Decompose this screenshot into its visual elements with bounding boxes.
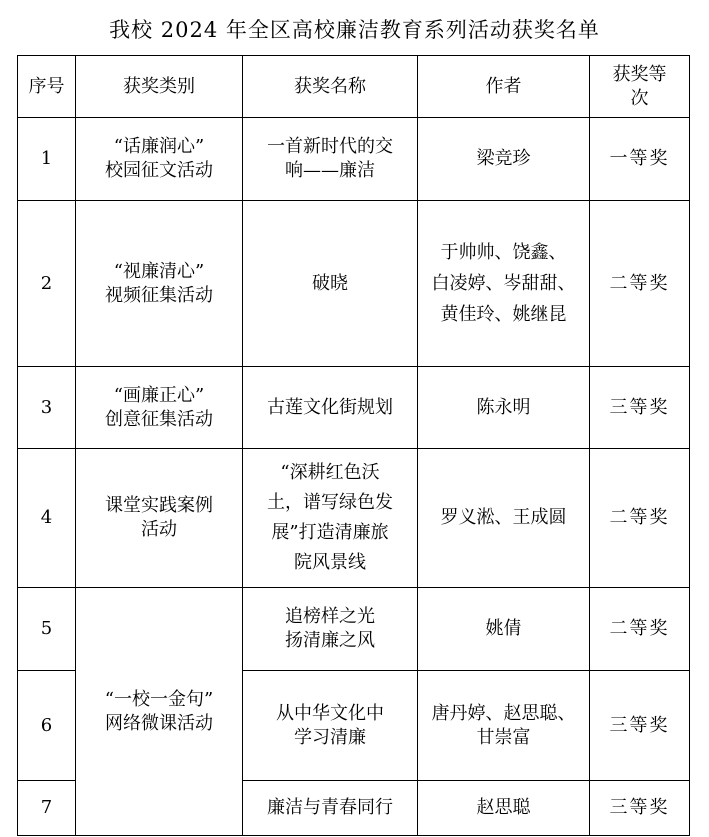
row-category [76,201,243,367]
row-category [76,588,243,836]
work-name-line: 破晓 [312,272,348,294]
author-line: 赵思聪 [476,797,531,818]
page-title: 我校 2024 年全区高校廉洁教育系列活动获奖名单 [109,18,600,42]
row-award: 二等奖 [590,588,690,671]
table-row [18,367,690,449]
category-line: 创意征集活动 [105,408,213,430]
author-line: 于帅帅、饶鑫、 [440,242,567,263]
row-award: 一等奖 [590,118,690,201]
header-award-line: 次 [630,87,649,109]
work-name-line: 土，谱写绿色发 [267,492,393,513]
row-work-name [243,118,418,201]
row-award: 三等奖 [590,671,690,781]
row-author [418,671,590,781]
header-award-line: 获奖等 [612,63,667,85]
work-name-line: 一首新时代的交 [267,136,393,157]
row-number: 2 [18,201,76,367]
work-name-line: 扬清廉之风 [285,630,375,651]
work-name-line: 展”打造清廉旅 [271,522,389,543]
header-name: 获奖名称 [243,56,418,118]
row-work-name [243,449,418,588]
category-line: 课堂实践案例 [105,495,213,516]
row-award: 二等奖 [590,449,690,588]
author-line: 黄佳玲、姚继昆 [440,304,567,325]
row-award: 三等奖 [590,367,690,449]
table-row [18,118,690,201]
row-award: 二等奖 [590,201,690,367]
row-number: 3 [18,367,76,449]
category-line: “一校一金句” [104,688,214,710]
work-name-line: 古莲文化街规划 [267,396,393,418]
header-award [590,56,690,118]
category-line: “视廉清心” [113,260,205,282]
row-number: 5 [18,588,76,671]
row-author [418,118,590,201]
row-work-name [243,781,418,836]
author-line: 姚倩 [485,618,522,639]
table-row [18,588,690,671]
category-line: 活动 [141,519,177,540]
category-line: 视频征集活动 [105,284,213,306]
work-name-line: 院风景线 [294,552,366,573]
awards-table [17,55,690,836]
work-name-line: 追榜样之光 [285,606,375,627]
table-row [18,201,690,367]
row-work-name [243,201,418,367]
work-name-line: 从中华文化中 [276,702,384,724]
author-line: 唐丹婷、赵思聪、 [431,702,576,724]
category-line: “画廉正心” [113,384,205,406]
author-line: 甘崇富 [476,726,531,748]
table-row [18,449,690,588]
row-author [418,367,590,449]
row-author [418,588,590,671]
row-number: 7 [18,781,76,836]
category-line: 校园征文活动 [105,160,213,181]
row-work-name [243,588,418,671]
header-number: 序号 [18,56,76,118]
row-number: 4 [18,449,76,588]
row-category [76,367,243,449]
row-award: 三等奖 [590,781,690,836]
work-name-line: 学习清廉 [294,726,366,748]
table-header-row [18,56,690,118]
work-name-line: “深耕红色沃 [280,462,380,483]
category-line: 网络微课活动 [105,712,213,734]
row-author [418,201,590,367]
row-author [418,449,590,588]
row-category [76,118,243,201]
row-number: 1 [18,118,76,201]
row-number: 6 [18,671,76,781]
header-author: 作者 [418,56,590,118]
row-category [76,449,243,588]
author-line: 罗义淞、王成圆 [440,507,567,528]
author-line: 陈永明 [476,396,531,418]
category-line: “话廉润心” [113,136,205,157]
row-work-name [243,671,418,781]
row-work-name [243,367,418,449]
work-name-line: 响——廉洁 [285,160,375,181]
row-author [418,781,590,836]
author-line: 梁竞珍 [476,148,531,169]
header-category: 获奖类别 [76,56,243,118]
author-line: 白凌婷、岑甜甜、 [431,273,576,294]
work-name-line: 廉洁与青春同行 [267,797,393,818]
